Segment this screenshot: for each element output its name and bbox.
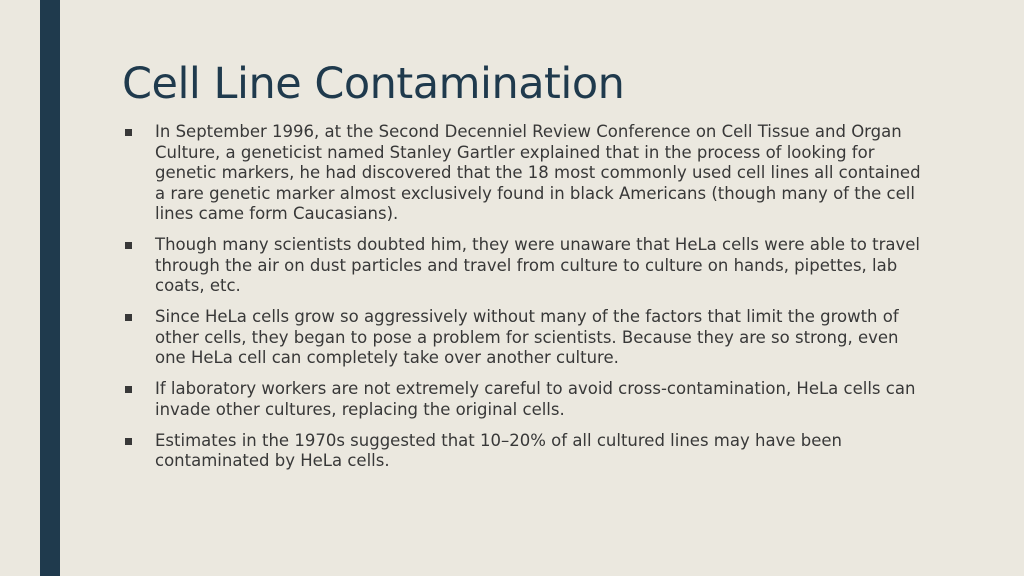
square-bullet-icon [125,242,132,249]
square-bullet-icon [125,129,132,136]
bullet-item [122,307,922,369]
bullet-text: Though many scientists doubted him, they were unaware that HeLa cells were able to travel through the air on dust particles and travel from culture to culture on hands, pipettes, lab coats, etc. [155,235,920,295]
bullet-text: In September 1996, at the Second Decenniel Review Conference on Cell Tissue and Organ Culture, a geneticist named Stanley Gartler explained that in the process of looking for genetic markers, he had discovered that the 18 most commonly used cell lines all contained a rare genetic marker almost exclusively found in black Americans (though many of the cell lines came form Caucasians). [155,122,921,223]
bullet-item [122,379,922,420]
bullet-text: Estimates in the 1970s suggested that 10–20% of all cultured lines may have been contaminated by HeLa cells. [155,430,842,470]
bullet-item [122,431,922,472]
bullet-item [122,235,922,297]
square-bullet-icon [125,386,132,393]
bullet-text: Since HeLa cells grow so aggressively without many of the factors that limit the growth of other cells, they began to pose a problem for scientists. Because they are so strong, even one HeLa cell can completely take over another culture. [155,307,899,367]
bullet-list [122,122,922,482]
bullet-text: If laboratory workers are not extremely careful to avoid cross-contamination, HeLa cells can invade other cultures, replacing the original cells. [155,379,916,419]
square-bullet-icon [125,314,132,321]
accent-bar [40,0,60,576]
bullet-item [122,122,922,225]
slide-title: Cell Line Contamination [122,59,625,109]
square-bullet-icon [125,438,132,445]
